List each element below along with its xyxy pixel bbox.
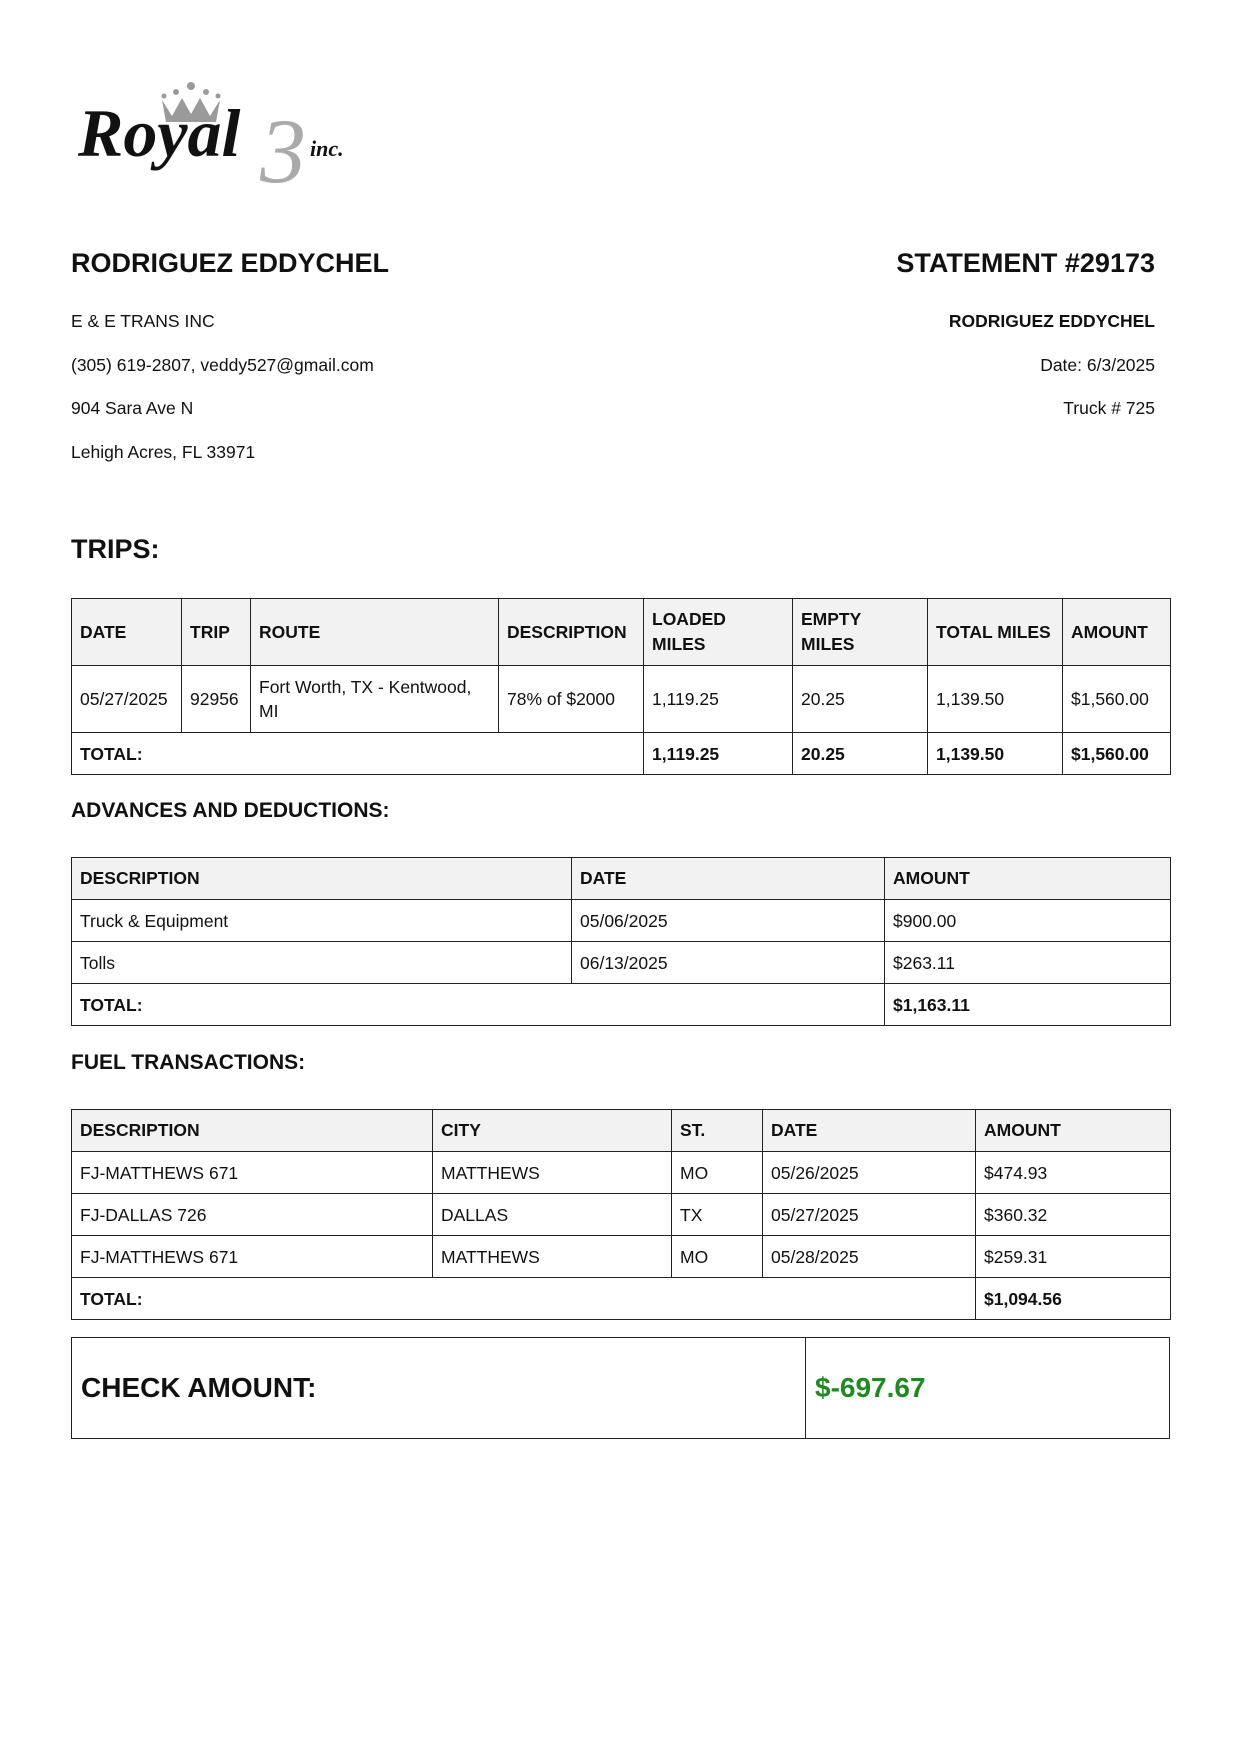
column-header: CITY — [433, 1110, 672, 1152]
table-row — [72, 666, 1171, 733]
column-header: LOADED MILES — [644, 599, 793, 666]
trip-number: 92956 — [182, 666, 251, 733]
driver-name-heading: RODRIGUEZ EDDYCHEL — [71, 248, 390, 278]
column-header: DESCRIPTION — [499, 599, 644, 666]
column-header: ST. — [672, 1110, 763, 1152]
deduction-description: Truck & Equipment — [72, 900, 572, 942]
fuel-date: 05/27/2025 — [763, 1194, 976, 1236]
trip-amount: $1,560.00 — [1063, 666, 1171, 733]
column-header: AMOUNT — [1063, 599, 1171, 666]
statement-driver-name: RODRIGUEZ EDDYCHEL — [948, 311, 1155, 331]
fuel-title: FUEL TRANSACTIONS: — [71, 1051, 306, 1074]
total-empty-miles: 20.25 — [793, 733, 928, 775]
fuel-description: FJ-MATTHEWS 671 — [72, 1152, 433, 1194]
deduction-description: Tolls — [72, 942, 572, 984]
column-header: AMOUNT — [885, 858, 1171, 900]
total-label: TOTAL: — [72, 1278, 976, 1320]
table-header-row — [72, 1110, 1171, 1152]
table-header-row — [72, 599, 1171, 666]
trip-total-miles: 1,139.50 — [928, 666, 1063, 733]
total-amount: $1,560.00 — [1063, 733, 1171, 775]
column-header: DATE — [72, 599, 182, 666]
deduction-amount: $900.00 — [885, 900, 1171, 942]
address-line-1: 904 Sara Ave N — [71, 398, 194, 418]
total-label: TOTAL: — [72, 984, 885, 1026]
column-header: ROUTE — [251, 599, 499, 666]
fuel-state: MO — [672, 1236, 763, 1278]
total-total-miles: 1,139.50 — [928, 733, 1063, 775]
deduction-date: 05/06/2025 — [572, 900, 885, 942]
fuel-date: 05/28/2025 — [763, 1236, 976, 1278]
fuel-description: FJ-MATTHEWS 671 — [72, 1236, 433, 1278]
truck-number: Truck # 725 — [1063, 398, 1155, 418]
trips-table — [71, 598, 1171, 775]
driver-info — [71, 311, 374, 485]
check-amount-box — [71, 1337, 1170, 1439]
total-row — [72, 984, 1171, 1026]
trip-route: Fort Worth, TX - Kentwood, MI — [251, 666, 499, 733]
table-row — [72, 900, 1171, 942]
fuel-amount: $360.32 — [976, 1194, 1171, 1236]
trip-empty-miles: 20.25 — [793, 666, 928, 733]
column-header: DESCRIPTION — [72, 858, 572, 900]
check-amount-label: CHECK AMOUNT: — [72, 1338, 806, 1438]
fuel-city: MATTHEWS — [433, 1236, 672, 1278]
deduction-amount: $263.11 — [885, 942, 1171, 984]
check-amount-value: $-697.67 — [815, 1372, 926, 1403]
total-label: TOTAL: — [72, 733, 644, 775]
address-line-2: Lehigh Acres, FL 33971 — [71, 441, 256, 462]
table-row — [72, 1194, 1171, 1236]
fuel-amount: $259.31 — [976, 1236, 1171, 1278]
table-row — [72, 1152, 1171, 1194]
fuel-table — [71, 1109, 1171, 1320]
contact-info: (305) 619-2807, veddy527@gmail.com — [71, 354, 374, 375]
column-header: DESCRIPTION — [72, 1110, 433, 1152]
column-header: TOTAL MILES — [928, 599, 1063, 666]
advances-title: ADVANCES AND DEDUCTIONS: — [71, 799, 390, 822]
column-header: TRIP — [182, 599, 251, 666]
logo-suffix: inc. — [310, 136, 344, 161]
total-amount: $1,163.11 — [885, 984, 1171, 1026]
statement-number-heading: STATEMENT #29173 — [896, 248, 1155, 278]
table-row — [72, 1236, 1171, 1278]
fuel-city: DALLAS — [433, 1194, 672, 1236]
deduction-date: 06/13/2025 — [572, 942, 885, 984]
total-row — [72, 1278, 1171, 1320]
trips-title: TRIPS: — [71, 534, 160, 564]
fuel-description: FJ-DALLAS 726 — [72, 1194, 433, 1236]
fuel-amount: $474.93 — [976, 1152, 1171, 1194]
fuel-state: TX — [672, 1194, 763, 1236]
fuel-date: 05/26/2025 — [763, 1152, 976, 1194]
company-name: E & E TRANS INC — [71, 311, 215, 331]
fuel-state: MO — [672, 1152, 763, 1194]
logo-brand: Royal — [78, 95, 241, 171]
fuel-city: MATTHEWS — [433, 1152, 672, 1194]
table-row — [72, 942, 1171, 984]
column-header: DATE — [763, 1110, 976, 1152]
total-loaded-miles: 1,119.25 — [644, 733, 793, 775]
table-header-row — [72, 858, 1171, 900]
column-header: AMOUNT — [976, 1110, 1171, 1152]
total-amount: $1,094.56 — [976, 1278, 1171, 1320]
company-logo — [78, 78, 388, 190]
trip-description: 78% of $2000 — [499, 666, 644, 733]
total-row — [72, 733, 1171, 775]
trip-loaded-miles: 1,119.25 — [644, 666, 793, 733]
statement-info — [949, 311, 1155, 442]
logo-number: 3 — [260, 100, 306, 190]
column-header: DATE — [572, 858, 885, 900]
advances-table — [71, 857, 1171, 1026]
trip-date: 05/27/2025 — [72, 666, 182, 733]
column-header: EMPTY MILES — [793, 599, 928, 666]
statement-date: Date: 6/3/2025 — [1040, 354, 1155, 375]
